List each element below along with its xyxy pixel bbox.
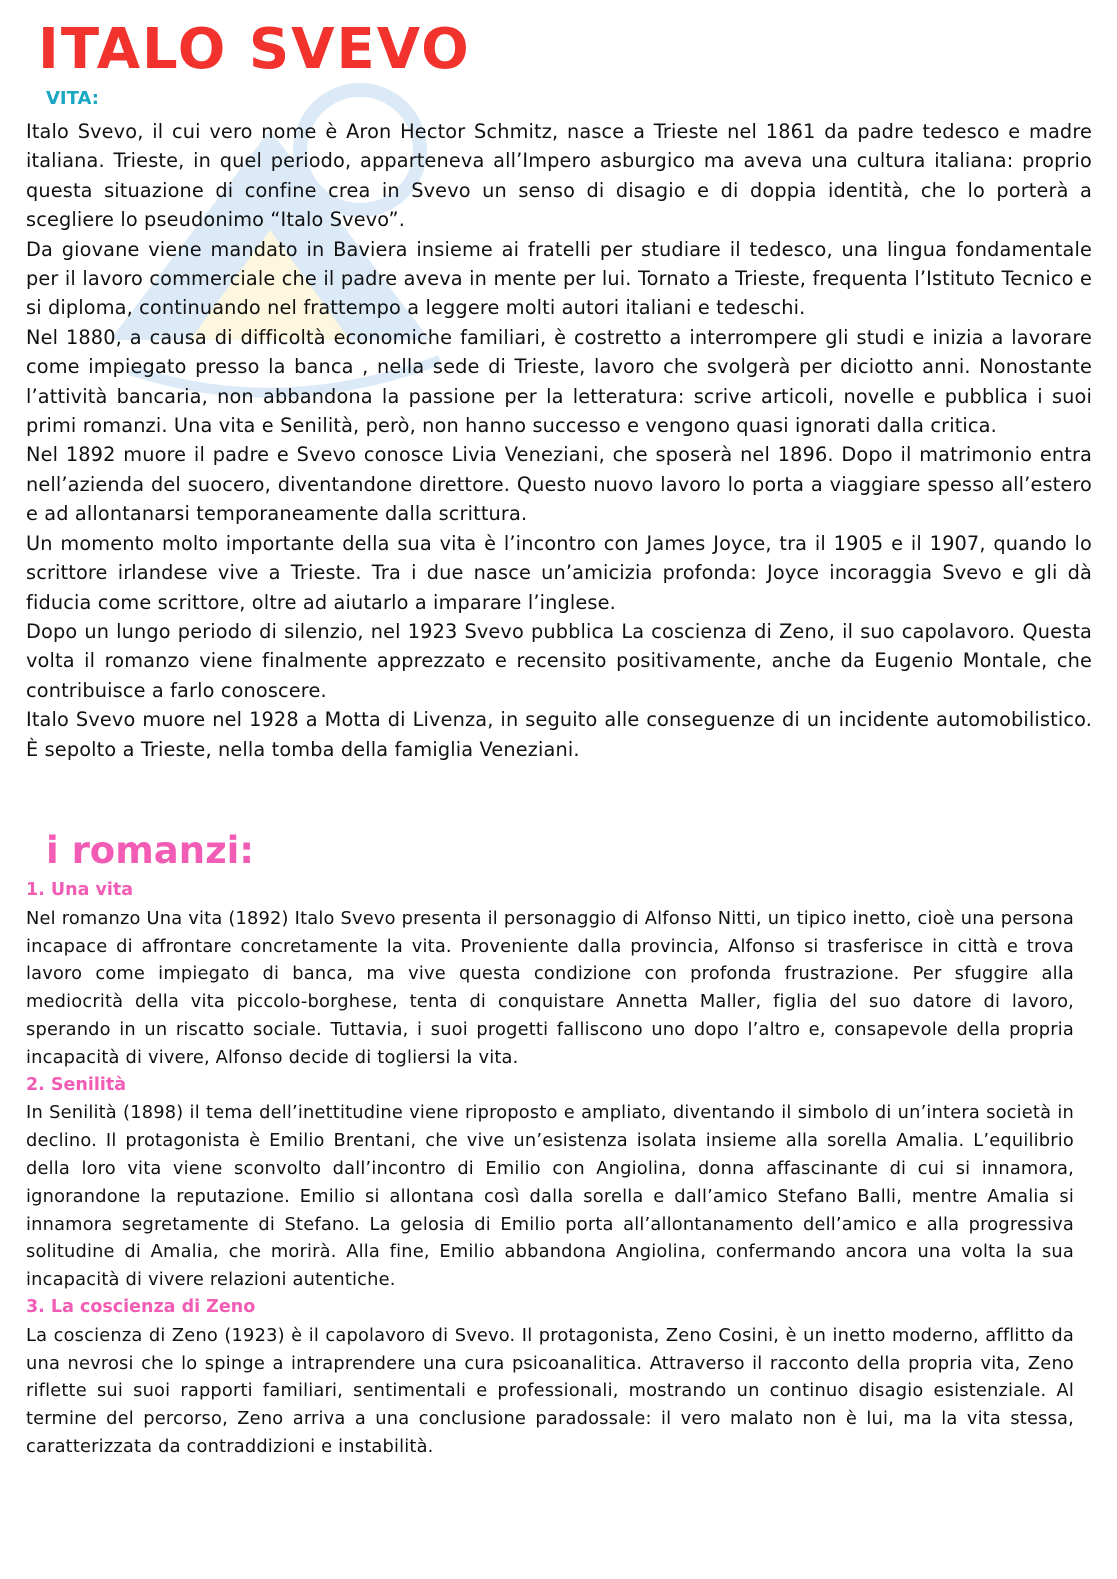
bio-paragraph: Italo Svevo, il cui vero nome è Aron Hector Schmitz, nasce a Trieste nel 1861 da padre tedesco e madre italiana. Trieste, in quel periodo, apparteneva all’Impero asburgico ma aveva una cultura italiana: proprio questa situazione di confine crea in Svevo un senso di disagio e di doppia identità, che lo porterà a scegliere lo pseudonimo “Italo Svevo”.: [26, 120, 1092, 232]
bio-paragraph: Nel 1880, a causa di difficoltà economiche familiari, è costretto a interrompere gli studi e inizia a lavorare come impiegato presso la banca , nella sede di Trieste, lavoro che svolgerà per diciotto anni. Nonostante l’attività bancaria, non abbandona la passione per la letteratura: scrive articoli, novelle e pubblica i suoi primi romanzi. Una vita e Senilità, però, non hanno successo e vengono quasi ignorati dalla critica.: [26, 325, 1092, 438]
novel-summary-senilita: In Senilità (1898) il tema dell’inettitudine viene riproposto e ampliato, diventando il simbolo di un’intera società in declino. Il protagonista è Emilio Brentani, che vive un’esistenza isolata insieme alla sorella Amalia. L’equilibrio della loro vita viene sconvolto dall’incontro di Emilio con Angiolina, donna affascinante di cui si innamora, ignorandone la reputazione. Emilio si allontana così dalla sorella e dall’amico Stefano Balli, mentre Amalia si innamora segretamente di Stefano. La gelosia di Emilio porta all’allontanamento dell’amico e alla progressiva solitudine di Amalia, che morirà. Alla fine, Emilio abbandona Angiolina, confermando ancora una volta la sua incapacità di vivere relazioni autentiche.: [26, 1102, 1074, 1291]
bio-paragraph: Da giovane viene mandato in Baviera insieme ai fratelli per studiare il tedesco, una lingua fondamentale per il lavoro commerciale che il padre aveva in mente per lui. Tornato a Trieste, frequenta l’Istituto Tecnico e si diploma, continuando nel frattempo a leggere molti autori italiani e tedeschi.: [26, 237, 1092, 320]
novels-section: [26, 877, 1074, 1461]
biography-section: [26, 117, 1092, 764]
bio-paragraph: Dopo un lungo periodo di silenzio, nel 1923 Svevo pubblica La coscienza di Zeno, il suo capolavoro. Questa volta il romanzo viene finalmente apprezzato e recensito positivamente, anche da Eugenio Montale, che contribuisce a farlo conoscere.: [26, 619, 1092, 702]
page-title: ITALO SVEVO: [38, 17, 471, 82]
novel-title-una-vita: 1. Una vita: [26, 880, 134, 900]
novel-title-senilita: 2. Senilità: [26, 1074, 127, 1095]
bio-paragraph: Italo Svevo muore nel 1928 a Motta di Livenza, in seguito alle conseguenze di un incidente automobilistico. È sepolto a Trieste, nella tomba della famiglia Veneziani.: [26, 708, 1092, 761]
section-heading-romanzi: i romanzi:: [46, 829, 255, 872]
novel-title-coscienza-di-zeno: 3. La coscienza di Zeno: [26, 1296, 256, 1317]
novel-summary-coscienza-di-zeno: La coscienza di Zeno (1923) è il capolavoro di Svevo. Il protagonista, Zeno Cosini, è un inetto moderno, afflitto da una nevrosi che lo spinge a intraprendere una cura psicoanalitica. Attraverso il racconto della propria vita, Zeno riflette sui suoi rapporti familiari, sentimentali e professionali, mostrando un continuo disagio esistenziale. Al termine del percorso, Zeno arriva a una conclusione paradossale: il vero malato non è lui, ma la vita stessa, caratterizzata da contraddizioni e instabilità.: [26, 1324, 1074, 1457]
novel-summary-una-vita: Nel romanzo Una vita (1892) Italo Svevo presenta il personaggio di Alfonso Nitti, un tipico inetto, cioè una persona incapace di affrontare concretamente la vita. Proveniente dalla provincia, Alfonso si trasferisce in città e trova lavoro come impiegato di banca, ma vive questa condizione con profonda frustrazione. Per sfuggire alla mediocrità della vita piccolo-borghese, tenta di conquistare Annetta Maller, figlia del suo datore di lavoro, sperando in un riscatto sociale. Tuttavia, i suoi progetti falliscono uno dopo l’altro e, consapevole della propria incapacità di vivere, Alfonso decide di togliersi la vita.: [26, 907, 1074, 1068]
bio-paragraph: Nel 1892 muore il padre e Svevo conosce Livia Veneziani, che sposerà nel 1896. Dopo il matrimonio entra nell’azienda del suocero, diventandone direttore. Questo nuovo lavoro lo porta a viaggiare spesso all’estero e ad allontanarsi temporaneamente dalla scrittura.: [26, 443, 1092, 526]
bio-paragraph: Un momento molto importante della sua vita è l’incontro con James Joyce, tra il 1905 e il 1907, quando lo scrittore irlandese vive a Trieste. Tra i due nasce un’amicizia profonda: Joyce incoraggia Svevo e gli dà fiducia come scrittore, oltre ad aiutarlo a imparare l’inglese.: [26, 531, 1092, 614]
section-heading-vita: VITA:: [46, 88, 99, 109]
